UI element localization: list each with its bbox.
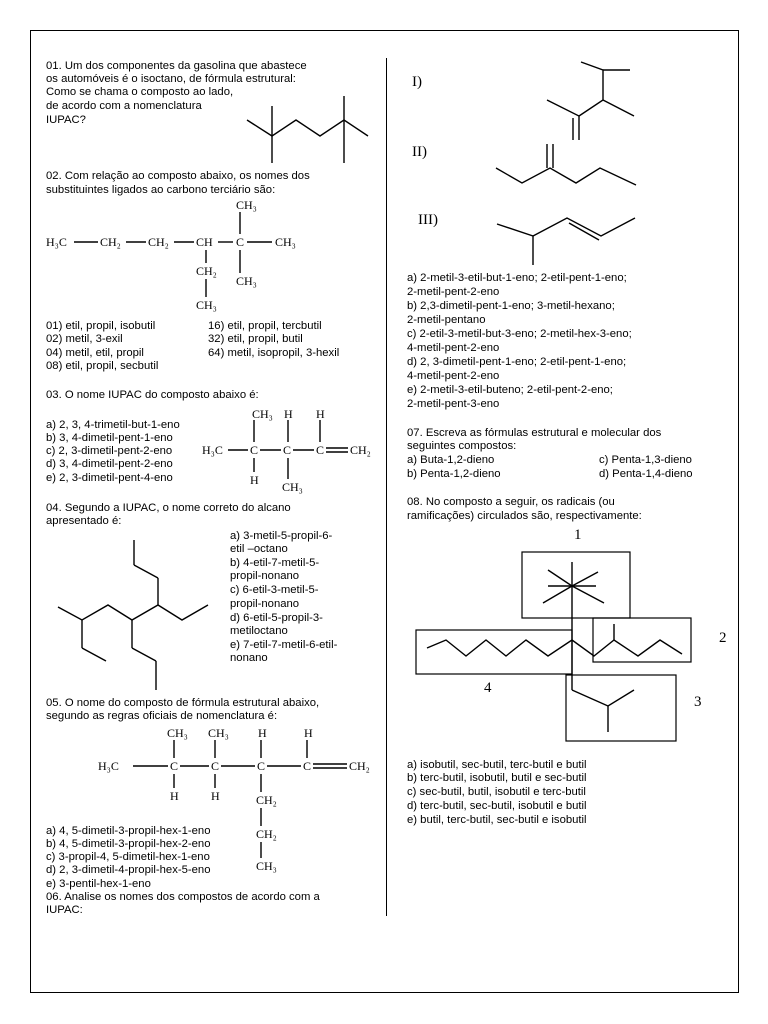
q06-option[interactable]: 2-metil-pentano [407, 314, 486, 326]
q02-line: substituintes ligados ao carbono terciário são: [46, 184, 276, 196]
formula-group: CH₃ [236, 274, 257, 288]
q02-option[interactable]: 02) metil, 3-exil [46, 333, 123, 345]
formula-group: CH₃ [196, 298, 217, 312]
q06-option[interactable]: e) 2-metil-3-etil-buteno; 2-etil-pent-2-eno; [407, 384, 613, 396]
q05-option[interactable]: a) 4, 5-dimetil-3-propil-hex-1-eno [46, 825, 211, 837]
q04-option[interactable]: a) 3-metil-5-propil-6- [230, 530, 333, 542]
q08-option[interactable]: a) isobutil, sec-butil, terc-butil e butil [407, 759, 587, 771]
q05-option[interactable]: d) 2, 3-dimetil-4-propil-hex-5-eno [46, 864, 211, 876]
q06-option[interactable]: b) 2,3-dimetil-pent-1-eno; 3-metil-hexano; [407, 300, 615, 312]
q08-option[interactable]: b) terc-butil, isobutil, butil e sec-butil [407, 772, 587, 784]
formula-group: CH₃ [236, 198, 257, 212]
q04-option[interactable]: d) 6-etil-5-propil-3- [230, 612, 323, 624]
q07-option[interactable]: a) Buta-1,2-dieno [407, 454, 495, 466]
q03-title: 03. O nome IUPAC do composto abaixo é: [46, 389, 259, 401]
q04-option[interactable]: nonano [230, 652, 268, 664]
q04-option[interactable]: e) 7-etil-7-metil-6-etil- [230, 639, 338, 651]
q02-option[interactable]: 64) metil, isopropil, 3-hexil [208, 347, 340, 359]
q01-line: IUPAC? [46, 114, 86, 126]
q08-option[interactable]: e) butil, terc-butil, sec-butil e isobutil [407, 814, 587, 826]
q07-option[interactable]: c) Penta-1,3-dieno [599, 454, 692, 466]
q06-line: 06. Analise os nomes dos compostos de acordo com a [46, 891, 320, 903]
formula-group: CH₂ [350, 443, 371, 457]
q02-option[interactable]: 04) metil, etil, propil [46, 347, 144, 359]
q04-line: apresentado é: [46, 515, 122, 527]
formula-group: H [170, 789, 179, 803]
q04-option[interactable]: metiloctano [230, 625, 288, 637]
q04-option[interactable]: propil-nonano [230, 598, 300, 610]
q05-line: segundo as regras oficiais de nomenclatura é: [46, 710, 278, 722]
q08-line: 08. No composto a seguir, os radicais (ou [407, 496, 615, 508]
q07-line: 07. Escreva as fórmulas estrutural e molecular dos [407, 427, 662, 439]
q04-option[interactable]: b) 4-etil-7-metil-5- [230, 557, 320, 569]
radical-box-3 [566, 675, 676, 741]
formula-group: H₃C [202, 443, 223, 457]
radical-label-1: 1 [574, 527, 582, 543]
formula-group: H [316, 407, 325, 421]
formula-group: C [303, 759, 312, 773]
formula-group: CH₂ [100, 235, 121, 249]
formula-group: H [211, 789, 220, 803]
q04-line: 04. Segundo a IUPAC, o nome correto do alcano [46, 502, 291, 514]
formula-group: CH₃ [252, 407, 273, 421]
formula-group: CH₂ [148, 235, 169, 249]
formula-group: H [258, 726, 267, 740]
formula-group: CH₃ [256, 859, 277, 873]
q05-option[interactable]: b) 4, 5-dimetil-3-propil-hex-2-eno [46, 838, 211, 850]
q01-line: de acordo com a nomenclatura [46, 100, 202, 112]
q04-option[interactable]: etil –octano [230, 543, 288, 555]
q01-line: 01. Um dos componentes da gasolina que abastece [46, 60, 307, 72]
q06-option[interactable]: c) 2-etil-3-metil-but-3-eno; 2-metil-hex-3-eno; [407, 328, 632, 340]
radical-box-1 [522, 552, 630, 618]
q02-option[interactable]: 08) etil, propil, secbutil [46, 360, 159, 372]
formula-group: C [316, 443, 325, 457]
q07-option[interactable]: d) Penta-1,4-dieno [599, 468, 693, 480]
q08-option[interactable]: d) terc-butil, sec-butil, isobutil e butil [407, 800, 587, 812]
formula-group: C [170, 759, 179, 773]
q04-option[interactable]: propil-nonano [230, 570, 300, 582]
q02-option[interactable]: 01) etil, propil, isobutil [46, 320, 156, 332]
formula-group: CH₃ [208, 726, 229, 740]
q06-option[interactable]: 2-metil-pent-3-eno [407, 398, 500, 410]
structure-label-i: I) [412, 74, 422, 90]
q03-option[interactable]: a) 2, 3, 4-trimetil-but-1-eno [46, 419, 180, 431]
formula-group: CH₃ [167, 726, 188, 740]
formula-group: H [304, 726, 313, 740]
q06-line: IUPAC: [46, 904, 83, 916]
q04-option[interactable]: c) 6-etil-3-metil-5- [230, 584, 319, 596]
q05-option[interactable]: e) 3-pentil-hex-1-eno [46, 878, 151, 890]
q02-option[interactable]: 32) etil, propil, butil [208, 333, 303, 345]
formula-group: H₃C [98, 759, 119, 773]
q02-line: 02. Com relação ao composto abaixo, os nomes dos [46, 170, 310, 182]
formula-group: CH₂ [196, 264, 217, 278]
formula-group: CH₂ [256, 827, 277, 841]
radical-label-2: 2 [719, 630, 727, 646]
radical-label-3: 3 [694, 694, 702, 710]
q01-line: Como se chama o composto ao lado, [46, 86, 234, 98]
formula-group: H₃C [46, 235, 67, 249]
q05-line: 05. O nome do composto de fórmula estrutural abaixo, [46, 697, 320, 709]
q01-line: os automóveis é o isoctano, de fórmula estrutural: [46, 73, 296, 85]
q02-option[interactable]: 16) etil, propil, tercbutil [208, 320, 322, 332]
q07-option[interactable]: b) Penta-1,2-dieno [407, 468, 501, 480]
q06-option[interactable]: 2-metil-pent-2-eno [407, 286, 500, 298]
formula-group: C [236, 235, 245, 249]
formula-group: CH₃ [282, 480, 303, 494]
formula-group: C [250, 443, 259, 457]
formula-group: C [257, 759, 266, 773]
q08-line: ramificações) circulados são, respectivamente: [407, 510, 642, 522]
radical-box-2 [593, 618, 691, 662]
formula-group: C [283, 443, 292, 457]
q06-option[interactable]: 4-metil-pent-2-eno [407, 370, 500, 382]
formula-group: CH₂ [349, 759, 370, 773]
q03-option[interactable]: c) 2, 3-dimetil-pent-2-eno [46, 445, 173, 457]
q03-option[interactable]: e) 2, 3-dimetil-pent-4-eno [46, 472, 173, 484]
q06-option[interactable]: a) 2-metil-3-etil-but-1-eno; 2-etil-pent-1-eno; [407, 272, 627, 284]
q08-option[interactable]: c) sec-butil, butil, isobutil e terc-butil [407, 786, 586, 798]
radical-label-4: 4 [484, 680, 492, 696]
radical-box-4 [416, 630, 572, 674]
formula-group: H [250, 473, 259, 487]
q03-option[interactable]: b) 3, 4-dimetil-pent-1-eno [46, 432, 173, 444]
formula-group: CH₃ [275, 235, 296, 249]
formula-group: CH [196, 235, 213, 249]
q03-option[interactable]: d) 3, 4-dimetil-pent-2-eno [46, 458, 173, 470]
q07-line: seguintes compostos: [407, 440, 517, 452]
structure-label-ii: II) [412, 144, 427, 160]
q06-option[interactable]: 4-metil-pent-2-eno [407, 342, 500, 354]
q05-option[interactable]: c) 3-propil-4, 5-dimetil-hex-1-eno [46, 851, 210, 863]
structure-label-iii: III) [418, 212, 438, 228]
formula-group: H [284, 407, 293, 421]
q06-option[interactable]: d) 2, 3-dimetil-pent-1-eno; 2-etil-pent-1-eno; [407, 356, 627, 368]
formula-group: C [211, 759, 220, 773]
formula-group: CH₂ [256, 793, 277, 807]
